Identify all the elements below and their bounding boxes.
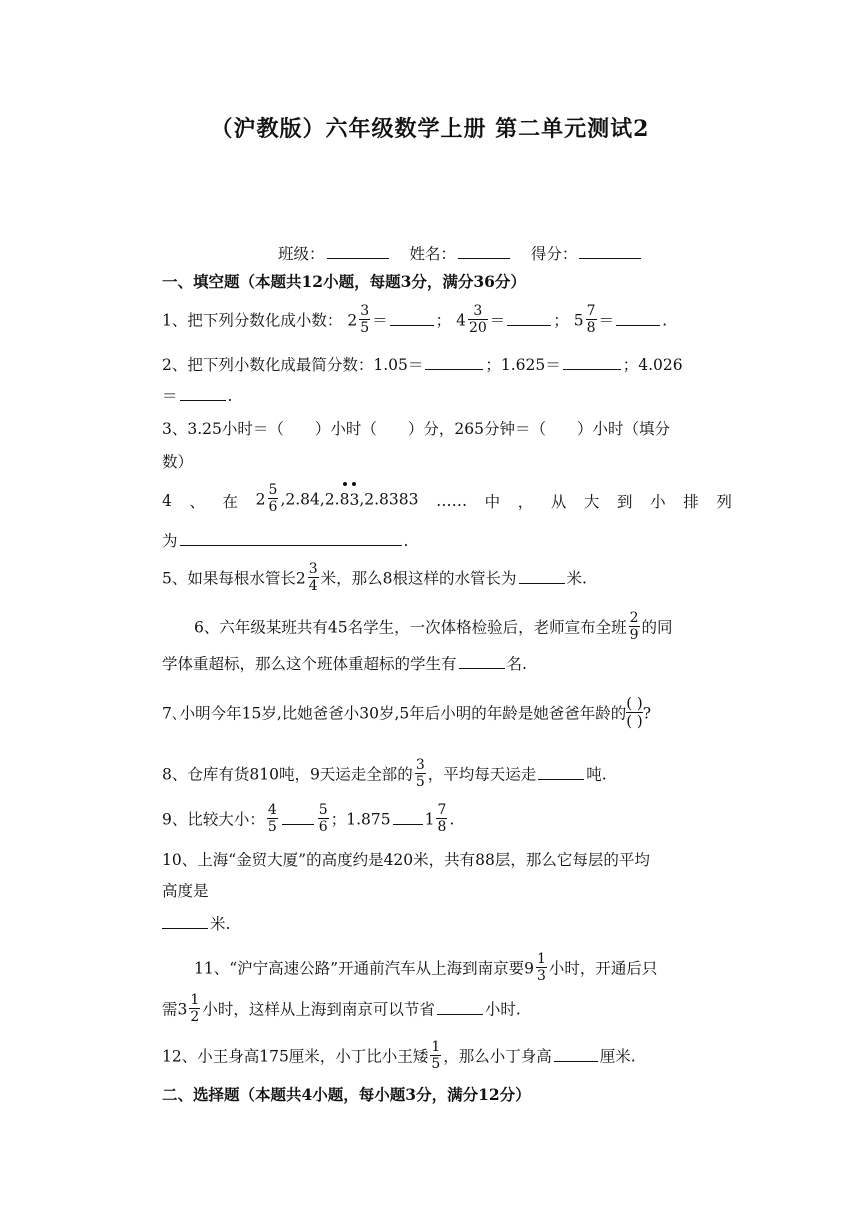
q6-line2-text: 学体重超标，那么这个班体重超标的学生有 [162, 655, 457, 673]
question-11-line-1 [194, 953, 732, 986]
score-label: 得分： [530, 245, 578, 263]
q5-fraction [308, 561, 319, 594]
q4-repeating-digit [349, 491, 359, 509]
q1-fraction-2 [468, 303, 488, 336]
q2-end: . [227, 387, 233, 405]
q12-text-a: 12、小王身高175厘米，小丁比小王矮 [162, 1047, 429, 1066]
q1-sep-2: ； [553, 311, 569, 330]
q6-fraction [629, 610, 640, 643]
q6-line2-end: 名. [506, 655, 527, 673]
q7-text: 7､小明今年15岁,比她爸爸小30岁,5年后小明的年龄是她爸爸年龄的 [162, 704, 627, 723]
q4-seq-a: ,2.84,2.8 [280, 490, 350, 509]
q4-wei: 为 [162, 532, 178, 550]
q5-text-b: 米，那么8根这样的水管长为 [320, 569, 517, 588]
q2-eq: ＝ [162, 387, 178, 405]
q11-xu: 需 [162, 1000, 178, 1019]
q9-f1-den: 5 [267, 819, 277, 835]
q12-text-b: ，那么小丁身高 [443, 1047, 552, 1066]
q5-text-a: 5、如果每根水管长 [162, 569, 296, 588]
q4-word-zhong: 中 [484, 492, 501, 511]
q4-word-cong: 从 [550, 492, 567, 511]
q9-fraction-2 [318, 802, 329, 835]
q9-end: . [449, 810, 455, 829]
question-4-line-2 [162, 529, 732, 551]
q1-f3-whole: 5 [573, 311, 584, 330]
q4-word-zai: 在 [222, 492, 239, 511]
question-2-line-2 [162, 384, 732, 406]
q4-word-xiao: 小 [650, 492, 666, 511]
q1-eq-1: ＝ [372, 311, 388, 330]
q4-word-dao: 到 [617, 492, 633, 511]
q8-den: 5 [415, 774, 425, 790]
q8-fraction [415, 757, 426, 790]
q1-blank-1[interactable] [390, 310, 434, 326]
q11-f1-whole: 9 [524, 959, 534, 978]
question-3-line-1: 3、3.25小时＝（ ）小时（ ）分，265分钟＝（ ）小时（填分 [162, 420, 670, 438]
q1-fraction-1 [359, 303, 370, 336]
q9-text-b: ；1.875 [330, 810, 391, 829]
q5-blank[interactable] [519, 568, 565, 584]
q4-num: 4 [162, 491, 172, 510]
q11-text-b: 小时，开通后只 [548, 959, 658, 978]
q10-blank[interactable] [162, 913, 208, 929]
q6-text-b: 的同 [641, 618, 673, 637]
q1-f1-num: 3 [360, 303, 370, 319]
question-5 [162, 563, 732, 596]
q4-seq-b: ,2.8383 [359, 490, 419, 509]
q7-paren-num: ( ) [626, 694, 643, 712]
q4-word-lie: 列 [716, 492, 732, 511]
q8-blank[interactable] [538, 764, 584, 780]
q2-blank-3[interactable] [180, 385, 226, 401]
q1-fraction-3 [586, 303, 597, 336]
q5-num: 3 [308, 561, 318, 577]
q9-f3-whole: 1 [424, 810, 435, 829]
q1-f1-whole: 2 [347, 311, 358, 330]
q5-text-c: 米. [566, 569, 587, 588]
q2-blank-2[interactable] [563, 354, 621, 370]
q11-fraction-2 [189, 992, 200, 1025]
question-12 [162, 1041, 732, 1074]
q8-num: 3 [415, 757, 425, 773]
q1-f2-den: 20 [468, 320, 487, 336]
q1-blank-2[interactable] [507, 310, 551, 326]
name-label: 姓名： [409, 245, 456, 263]
q11-f1-num: 1 [536, 951, 546, 967]
q8-text-b: ，平均每天运走 [427, 765, 537, 784]
q9-fraction-3 [436, 802, 447, 835]
question-10-line-1: 10、上海“金贸大厦”的高度约是420米，共有88层，那么它每层的平均 [162, 851, 650, 869]
q1-f2-whole: 4 [456, 311, 466, 330]
q9-f1-num: 4 [267, 802, 277, 818]
q9-f2-num: 5 [318, 802, 328, 818]
q4-ellipsis: …… [436, 491, 468, 510]
q8-text-a: 8、仓库有货810吨，9天运走全部的 [162, 765, 413, 784]
q1-text: 1、把下列分数化成小数： [162, 311, 343, 330]
q11-f2-whole: 3 [177, 1000, 188, 1019]
q7-question-mark: ? [642, 704, 652, 723]
section-2-heading: 二、选择题（本题共4小题，每小题3分，满分12分） [162, 1085, 531, 1104]
question-2-line-1 [162, 353, 732, 375]
q4-mixed-num: 5 [268, 482, 278, 498]
q11-f2-num: 1 [190, 992, 200, 1008]
q1-f2-num: 3 [473, 303, 483, 319]
q4-comma-2: ， [517, 492, 534, 511]
q4-word-pai: 排 [683, 492, 699, 511]
q11-fraction-1 [536, 951, 547, 984]
q4-blank[interactable] [180, 530, 402, 546]
q9-f3-den: 8 [437, 819, 447, 835]
q9-text: 9、比较大小： [162, 810, 265, 829]
question-10-line-3 [162, 912, 732, 934]
q2-blank-1[interactable] [425, 354, 483, 370]
q5-den: 4 [308, 578, 318, 594]
q1-f3-num: 7 [586, 303, 596, 319]
class-label: 班级： [278, 245, 325, 263]
question-3-line-2: 数） [162, 453, 194, 471]
q9-f2-den: 6 [318, 819, 328, 835]
q2-text: 2、把下列小数化成最简分数：1.05＝ [162, 356, 424, 374]
q4-seq-dot-digit: 3 [349, 490, 360, 509]
question-6-line-1 [194, 612, 732, 645]
q7-blank-fraction[interactable] [626, 695, 642, 730]
q1-sep-1: ； [435, 311, 452, 330]
q11-line2-text: 小时，这样从上海到南京可以节省 [202, 1000, 435, 1019]
q4-mixed-den: 6 [268, 499, 278, 515]
q4-mixed-whole: 2 [255, 490, 266, 509]
q6-blank[interactable] [459, 653, 505, 669]
question-8 [162, 759, 732, 792]
q4-mixed-fraction [268, 482, 279, 515]
score-blank[interactable] [579, 243, 641, 259]
question-6-line-2 [162, 652, 732, 674]
question-9 [162, 804, 732, 837]
q2-part-b: ；4.026 [622, 356, 683, 374]
q4-comma: 、 [189, 492, 205, 511]
name-blank[interactable] [458, 243, 510, 259]
q12-den: 5 [431, 1056, 441, 1072]
q8-text-c: 吨. [586, 765, 607, 784]
q6-den: 9 [629, 627, 639, 643]
page-title: （沪教版）六年级数学上册 第二单元测试2 [210, 116, 650, 142]
q9-blank-2[interactable] [393, 809, 423, 825]
q1-end: . [662, 311, 667, 330]
q6-num: 2 [629, 610, 639, 626]
q1-f3-den: 8 [586, 320, 596, 336]
section-1-heading: 一、填空题（本题共12小题，每题3分，满分36分） [162, 272, 526, 291]
question-1 [162, 305, 732, 338]
q12-num: 1 [431, 1039, 441, 1055]
q10-unit: 米. [210, 915, 231, 933]
q7-paren-den: ( ) [626, 712, 643, 730]
q1-eq-2: ＝ [489, 311, 506, 330]
q4-sequence [256, 484, 419, 517]
q4-word-da: 大 [583, 492, 600, 511]
question-11-line-2 [162, 994, 732, 1027]
q9-blank-1[interactable] [282, 809, 314, 825]
q12-fraction [430, 1039, 441, 1072]
q4-end: . [403, 532, 409, 550]
q11-f2-den: 2 [190, 1009, 200, 1025]
q2-part-a: ；1.625＝ [485, 356, 561, 374]
repeating-dot-icon [352, 482, 356, 486]
q12-blank[interactable] [554, 1046, 598, 1062]
q1-f1-den: 5 [360, 320, 370, 336]
question-7 [162, 694, 732, 732]
question-4-line-1 [162, 484, 732, 517]
q11-f1-den: 3 [536, 968, 546, 984]
q9-f3-num: 7 [437, 802, 447, 818]
q9-fraction-1 [267, 802, 278, 835]
q5-whole: 2 [295, 569, 306, 588]
student-info-line [278, 242, 678, 264]
q12-text-c: 厘米. [599, 1047, 636, 1066]
q11-line2-end: 小时. [484, 1000, 521, 1019]
q6-text-a: 6、六年级某班共有45名学生，一次体格检验后，老师宣布全班 [194, 618, 627, 637]
q1-eq-3: ＝ [598, 311, 615, 330]
repeating-dot-icon [343, 482, 347, 486]
q11-text-a: 11、“沪宁高速公路”开通前汽车从上海到南京要 [194, 959, 525, 978]
class-blank[interactable] [327, 243, 389, 259]
q1-blank-3[interactable] [616, 310, 660, 326]
q11-blank[interactable] [437, 999, 483, 1015]
question-10-line-2: 高度是 [162, 882, 209, 900]
